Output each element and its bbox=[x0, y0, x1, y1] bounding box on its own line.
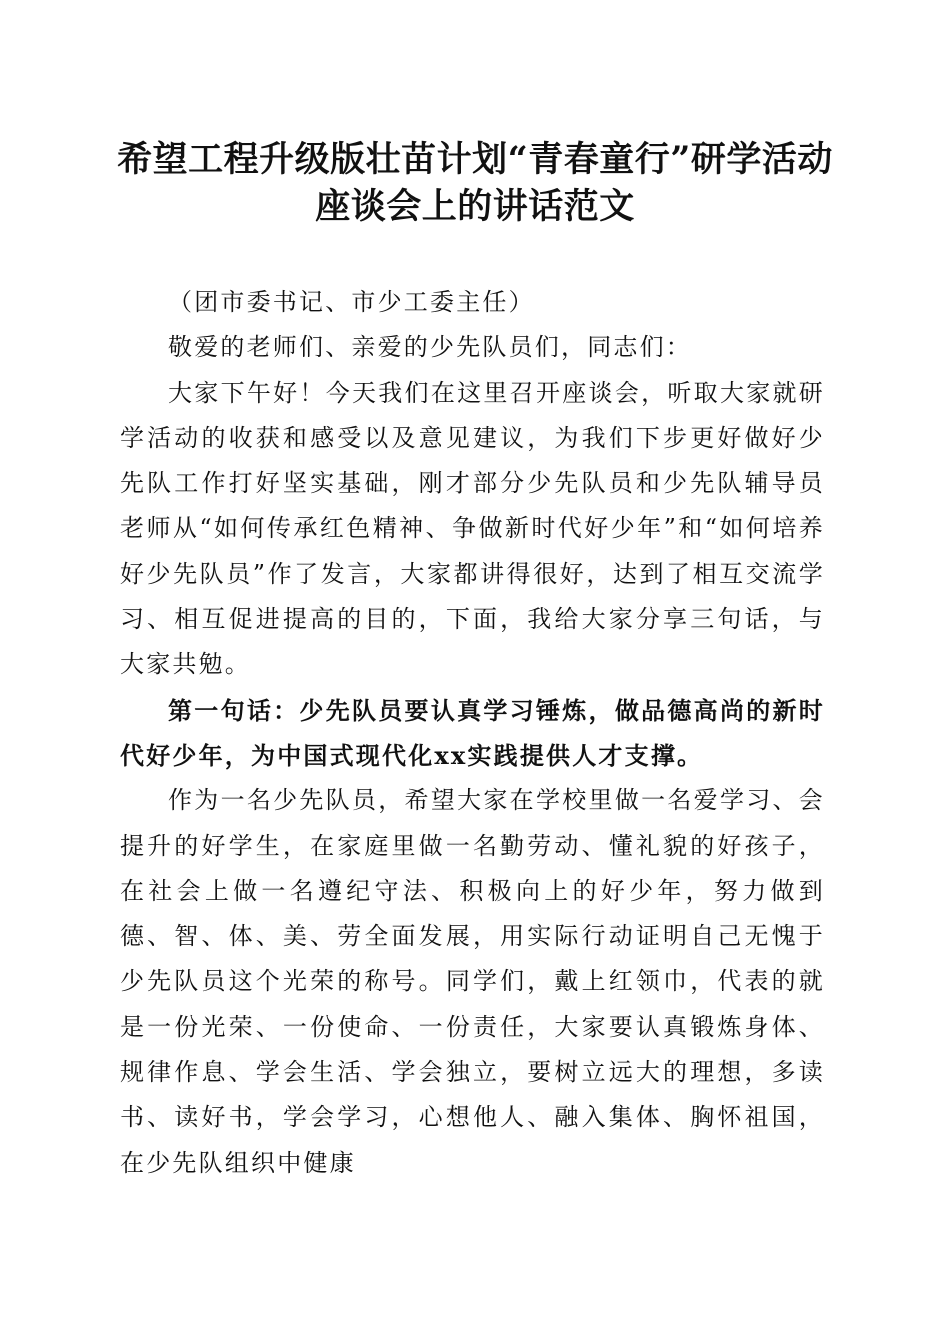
salutation: 敬爱的老师们、亲爱的少先队员们，同志们： bbox=[168, 333, 692, 362]
paragraph-opening: 大家下午好！今天我们在这里召开座谈会，听取大家就研学活动的收获和感受以及意见建议，为我们下步更好做好少先队工作打好坚实基础，刚才部分少先队员和少先队辅导员老师从“如何传承红色精神、争做新时代好少年”和“如何培养好少先队员”作了发言，大家都讲得很好，达到了相互交流学习、相互促进提高的目的，下面，我给大家分享三句话，与大家共勉。 bbox=[120, 378, 825, 679]
document-title: 希望工程升级版壮苗计划“青春童行”研学活动座谈会上的讲话范文 bbox=[117, 139, 833, 227]
paragraph-first-sentence-heading: 第一句话：少先队员要认真学习锤炼，做品德高尚的新时代好少年，为中国式现代化xx实践提供人才支撑。 bbox=[120, 695, 825, 770]
author-line: （团市委书记、市少工委主任） bbox=[168, 288, 535, 316]
document-body bbox=[120, 280, 825, 1186]
paragraph-young-pioneers: 作为一名少先队员，希望大家在学校里做一名爱学习、会提升的好学生，在家庭里做一名勤劳动、懂礼貌的好孩子，在社会上做一名遵纪守法、积极向上的好少年，努力做到德、智、体、美、劳全面发展，用实际行动证明自己无愧于少先队员这个光荣的称号。同学们，戴上红领巾，代表的就是一份光荣、一份使命、一份责任，大家要认真锻炼身体、规律作息、学会生活、学会独立，要树立远大的理想，多读书、读好书，学会学习，心想他人、融入集体、胸怀祖国，在少先队组织中健康 bbox=[120, 786, 825, 1177]
